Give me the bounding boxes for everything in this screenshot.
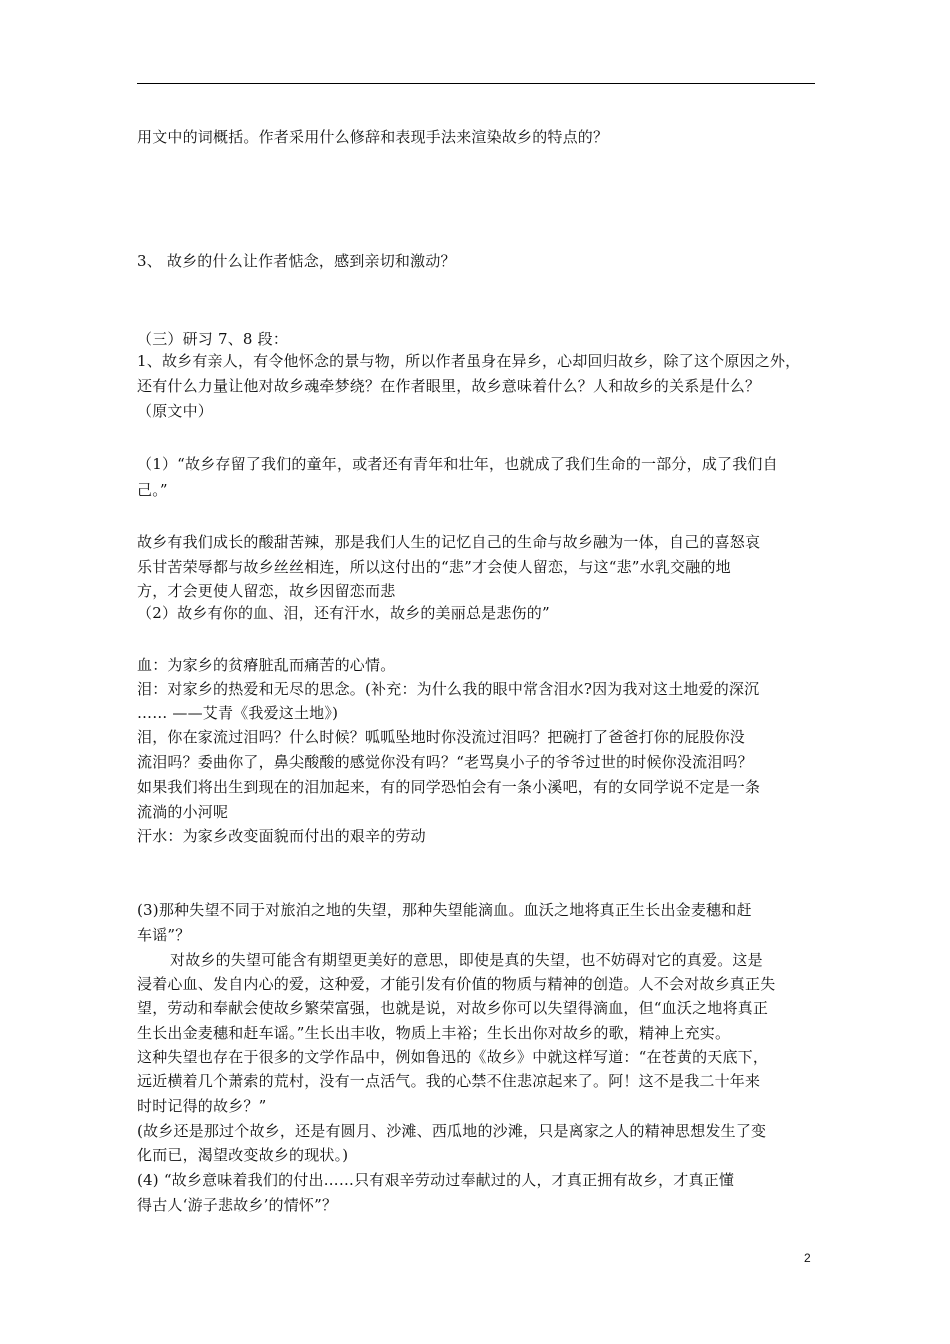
question-3: 3、 故乡的什么让作者惦念，感到亲切和激动？ — [137, 252, 456, 270]
text-line: 时时记得的故乡？” — [137, 1097, 267, 1115]
text-line: 这种失望也存在于很多的文学作品中，例如鲁迅的《故乡》中就这样写道：“在苍黄的天底下， — [137, 1048, 769, 1066]
text-line: 流泪吗？委曲你了，鼻尖酸酸的感觉你没有吗？“老骂臭小子的爷爷过世的时候你没流泪吗？ — [137, 753, 753, 771]
text-line: …… ——艾青《我爱这土地》) — [137, 704, 339, 722]
text-line: (3)那种失望不同于对旅泊之地的失望，那种失望能滴血。血沃之地将真正生长出金麦穗和赶 — [137, 901, 752, 919]
text-line: 故乡有我们成长的酸甜苦辣，那是我们人生的记忆自己的生命与故乡融为一体，自己的喜怒哀 — [137, 533, 761, 551]
header-rule — [137, 83, 815, 84]
text-line: (故乡还是那过个故乡，还是有圆月、沙滩、西瓜地的沙滩，只是离家之人的精神思想发生了变 — [137, 1122, 767, 1140]
text-line: 流淌的小河呢 — [137, 803, 229, 821]
text-line: 车谣”？ — [137, 926, 191, 944]
text-line: 血：为家乡的贫瘠脏乱而痛苦的心情。 — [137, 656, 396, 674]
text-line: 对故乡的失望可能含有期望更美好的意思，即使是真的失望，也不妨碍对它的真爱。这是 — [170, 951, 763, 969]
text-line: 如果我们将出生到现在的泪加起来，有的同学恐怕会有一条小溪吧，有的女同学说不定是一条 — [137, 778, 761, 796]
text-line: （1）“故乡存留了我们的童年，或者还有青年和壮年，也就成了我们生命的一部分，成了我们自 — [137, 455, 778, 473]
text-line: （2）故乡有你的血、泪，还有汗水，故乡的美丽总是悲伤的” — [137, 604, 550, 622]
text-line: 还有什么力量让他对故乡魂牵梦绕？在作者眼里，故乡意味着什么？人和故乡的关系是什么？ — [137, 377, 761, 395]
text-line: 方，才会更使人留恋，故乡因留恋而悲 — [137, 582, 396, 600]
section-heading: （三）研习 7、8 段： — [137, 330, 289, 348]
text-line: 己。” — [137, 481, 168, 499]
text-line: 远近横着几个萧索的荒村，没有一点活气。我的心禁不住悲凉起来了。阿！这不是我二十年来 — [137, 1072, 761, 1090]
text-line: (4) “故乡意味着我们的付出……只有艰辛劳动过奉献过的人，才真正拥有故乡，才真正懂 — [137, 1171, 735, 1189]
text-line: 望，劳动和奉献会使故乡繁荣富强，也就是说，对故乡你可以失望得滴血，但“血沃之地将真正 — [137, 999, 769, 1017]
text-line: 泪，你在家流过泪吗？什么时候？呱呱坠地时你没流过泪吗？把碗打了爸爸打你的屁股你没 — [137, 728, 746, 746]
text-line: （原文中） — [137, 402, 214, 420]
text-line: 汗水：为家乡改变面貌而付出的艰辛的劳动 — [137, 827, 426, 845]
text-line: 1、故乡有亲人，有令他怀念的景与物，所以作者虽身在异乡，心却回归故乡，除了这个原因之外， — [137, 352, 801, 370]
text-line: 生长出金麦穗和赶车谣。”生长出丰收，物质上丰裕；生长出你对故乡的歌，精神上充实。 — [137, 1024, 731, 1042]
text-line: 乐甘苦荣辱都与故乡丝丝相连，所以这付出的“悲”才会使人留恋，与这“悲”水乳交融的地 — [137, 558, 731, 576]
text-line: 泪：对家乡的热爱和无尽的思念。(补充：为什么我的眼中常含泪水?因为我对这土地爱的深沉 — [137, 680, 760, 698]
text-line: 用文中的词概括。作者采用什么修辞和表现手法来渲染故乡的特点的？ — [137, 128, 609, 146]
text-line: 化而已，渴望改变故乡的现状。) — [137, 1146, 349, 1164]
text-line: 浸着心血、发自内心的爱，这种爱，才能引发有价值的物质与精神的创造。人不会对故乡真正失 — [137, 975, 776, 993]
page-number: 2 — [804, 1251, 811, 1265]
text-line: 得古人‘游子悲故乡’的情怀”？ — [137, 1196, 338, 1214]
